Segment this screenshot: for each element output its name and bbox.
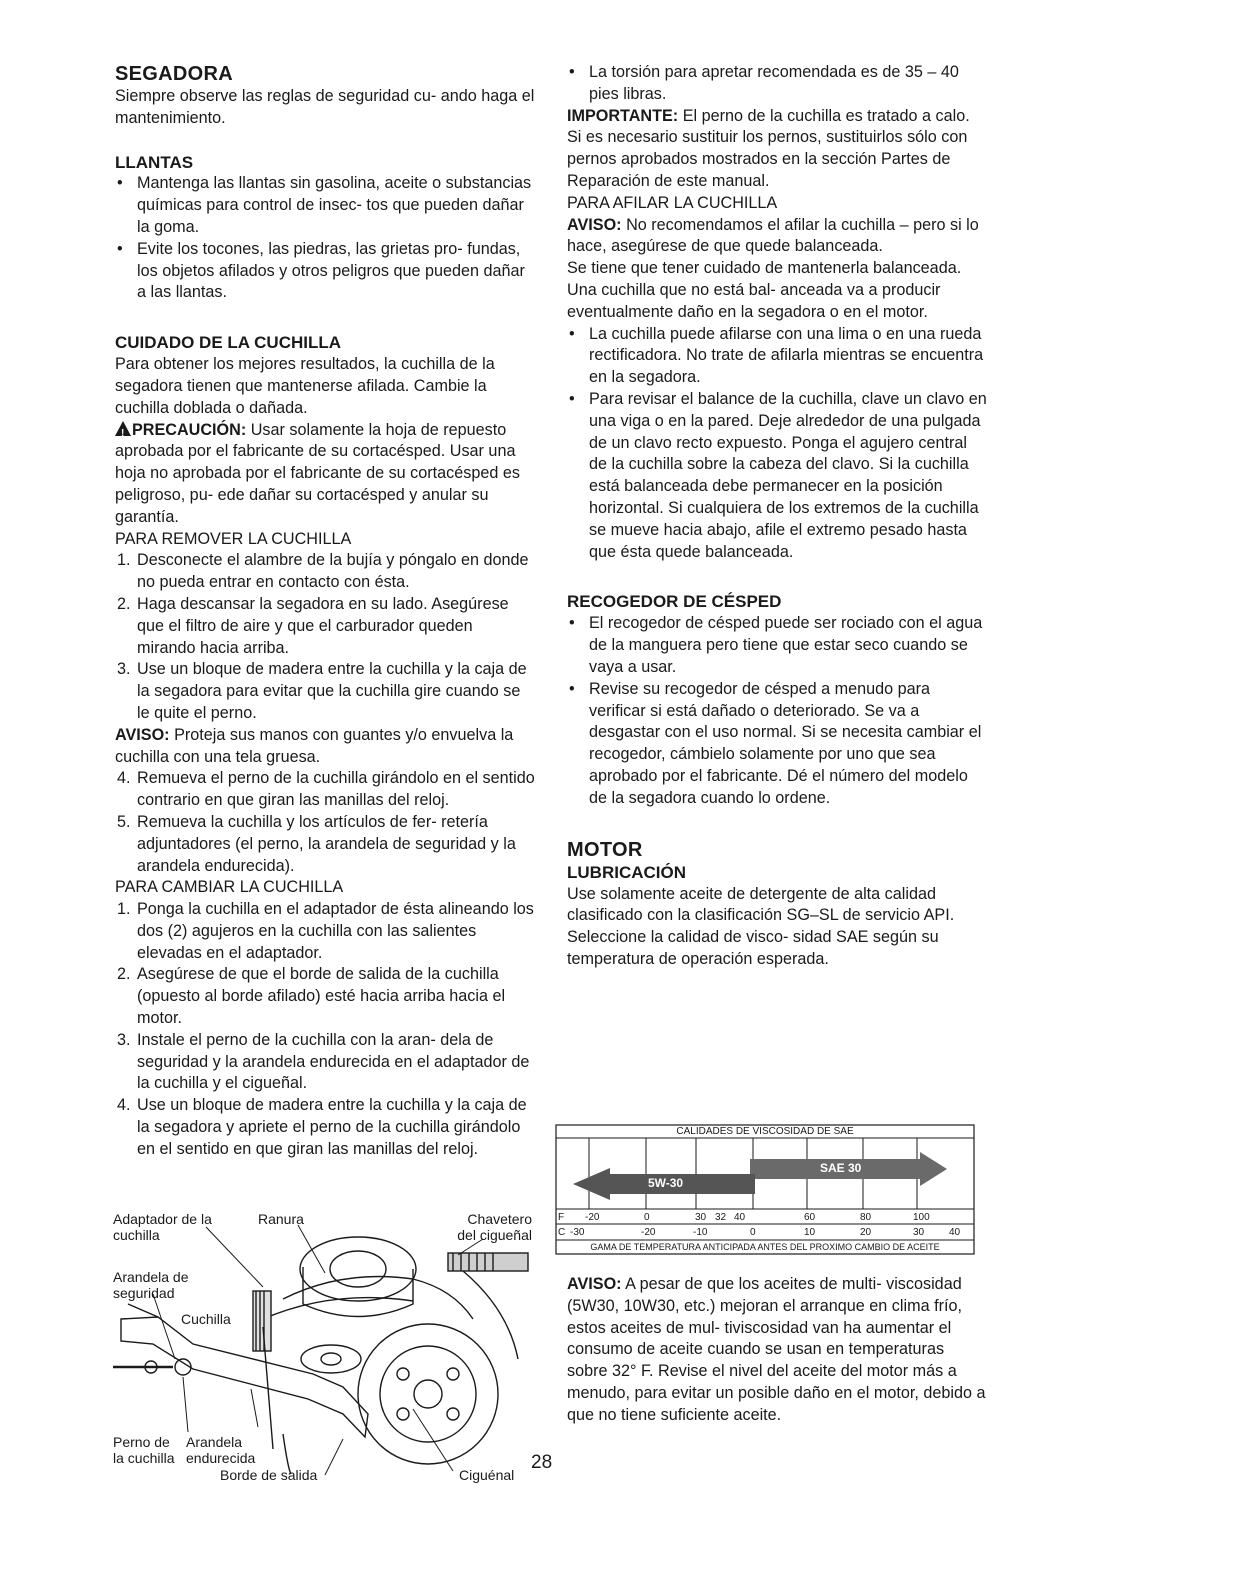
label-borde: Borde de salida	[220, 1467, 318, 1483]
list-item: 3. Instale el perno de la cuchilla con la aran- dela de seguridad y la arandela endurecida en el adaptador de la cuchilla y el cigueñal.	[117, 1030, 530, 1093]
aviso-paragraph	[567, 215, 987, 259]
lubricacion-text: Use solamente aceite de detergente de alta calidad clasificado con la clasificación SG–SL de servicio API. Seleccione la calidad de visco- sidad SAE según su temperatura de operación esperada.	[567, 884, 955, 968]
sae30-label: SAE 30	[820, 1161, 862, 1175]
c-tick: 40	[949, 1227, 961, 1238]
c-axis-label: C	[558, 1227, 566, 1238]
warning-icon	[115, 421, 131, 436]
list-item: 2. Haga descansar la segadora en su lado. Asegúrese que el filtro de aire y que el carburador queden mirando hacia arriba.	[117, 594, 509, 657]
importante-paragraph	[567, 106, 987, 193]
aviso2-paragraph	[567, 1274, 987, 1427]
aviso2-text: A pesar de que los aceites de multi- viscosidad (5W30, 10W30, etc.) mejoran el arranque en clima frío, estos aceites de mul- tiviscosidad van ha aumentar el consumo de aceite cuando se usan en temperaturas sobre 32° F. Revise el nivel del aceite del motor más a menudo, para evitar un posible daño en el motor, debido a que no tiene suficiente aceite.	[567, 1275, 986, 1424]
caution-label: PRECAUCIÓN:	[132, 420, 247, 439]
cuchilla-heading: CUIDADO DE LA CUCHILLA	[115, 333, 342, 353]
aviso-label: AVISO:	[567, 215, 622, 234]
f-axis-label: F	[558, 1212, 565, 1223]
list-item: 1. Desconecte el alambre de la bujía y póngalo en donde no pueda entrar en contacto con ésta.	[117, 551, 529, 592]
list-item: 4. Use un bloque de madera entre la cuchilla y la caja de la segadora y apriete el perno de la cuchilla girándolo en el sentido en que giran las manillas del reloj.	[117, 1096, 527, 1158]
f-tick: 30	[695, 1212, 707, 1223]
list-item: • Evite los tocones, las piedras, las grietas pro- fundas, los objetos afilados y otros peligros que pueden dañar a las llantas.	[117, 239, 525, 302]
motor-heading: MOTOR	[567, 838, 643, 861]
torsion-list	[567, 62, 987, 106]
label-arandela-seguridad: Arandela de seguridad	[113, 1269, 189, 1301]
page-number: 28	[531, 1452, 553, 1473]
importante-text: El perno de la cuchilla es tratado a calo. Si es necesario sustituir los pernos, sustituirlos sólo con pernos aprobados mostrados en la sección Partes de Reparación de este manual.	[567, 106, 970, 190]
label-adaptador: Adaptador de la cuchilla	[113, 1211, 212, 1243]
segadora-heading: SEGADORA	[115, 63, 233, 85]
recogedor-heading: RECOGEDOR DE CÉSPED	[567, 592, 782, 612]
f-tick: 0	[644, 1212, 650, 1223]
chart-title: CALIDADES DE VISCOSIDAD DE SAE	[676, 1126, 854, 1137]
list-item: 1. Ponga la cuchilla en el adaptador de ésta alineando los dos (2) agujeros en la cuchilla con las salientes elevadas en el adaptador.	[117, 900, 534, 962]
f-tick: 100	[913, 1212, 930, 1223]
label-cuchilla: Cuchilla	[181, 1311, 231, 1327]
label-ciguenal: Ciguénal	[459, 1467, 515, 1483]
list-item: 4. Remueva el perno de la cuchilla girándolo en el sentido contrario en que giran las manillas del reloj.	[117, 769, 535, 810]
c-tick: 10	[804, 1227, 816, 1238]
llantas-list	[115, 173, 535, 304]
f-tick: 40	[734, 1212, 746, 1223]
f-tick: 60	[804, 1212, 816, 1223]
blade-assembly-diagram	[113, 1209, 533, 1484]
c-tick: -20	[641, 1227, 656, 1238]
caution-paragraph	[115, 420, 535, 529]
left-column	[115, 62, 535, 1161]
label-chavetero: Chavetero del cigueñal	[457, 1211, 532, 1243]
c-tick: 20	[860, 1227, 872, 1238]
label-ranura: Ranura	[258, 1211, 304, 1227]
f-tick: 32	[715, 1212, 727, 1223]
list-item: • Mantenga las llantas sin gasolina, aceite o substancias químicas para control de insec- tos que pueden dañar la goma.	[117, 174, 532, 236]
chart-footer: GAMA DE TEMPERATURA ANTICIPADA ANTES DEL PROXIMO CAMBIO DE ACEITE	[590, 1242, 940, 1252]
aviso-text: No recomendamos el afilar la cuchilla – pero si lo hace, asegúrese de que quede balanceada.	[567, 215, 979, 256]
change-heading: PARA CAMBIAR LA CUCHILLA	[115, 878, 344, 897]
list-item: • La cuchilla puede afilarse con una lima o en una rueda rectificadora. No trate de afilarla mientras se encuentra en la segadora.	[569, 324, 984, 387]
llantas-heading: LLANTAS	[115, 152, 194, 172]
recogedor-list	[567, 613, 987, 809]
caution-text: Usar solamente la hoja de repuesto aprobada por el fabricante de su cortacésped. Usar una hoja no aprobada por el fabricante de su cortacésped es peligroso, pu- ede dañar su cortacésped y anular su garantía.	[115, 420, 520, 526]
viscosity-chart	[555, 1124, 975, 1255]
change-steps	[115, 899, 535, 1161]
list-item: 2. Asegúrese de que el borde de salida de la cuchilla (opuesto al borde afilado) esté hacia arriba hacia el motor.	[117, 965, 506, 1028]
list-item: • Para revisar el balance de la cuchilla, clave un clavo en una viga o en la pared. Deje alrededor de una pulgada de un clavo recto expuesto. Ponga el agujero central de la cuchilla sobre la cabeza del clavo. Si la cuchilla está balanceada debe permanecer en la posición horizontal. Si cualquiera de los extremos de la cuchilla se mueve hacia abajo, afile el extremo pesado hasta que ésta quede balanceada.	[569, 389, 987, 561]
segadora-text: Siempre observe las reglas de seguridad cu- ando haga el mantenimiento.	[115, 87, 535, 127]
aviso2-block	[567, 1274, 987, 1427]
remove-heading: PARA REMOVER LA CUCHILLA	[115, 529, 352, 548]
remove-steps-a	[115, 550, 535, 724]
aviso-paragraph	[115, 725, 535, 769]
importante-label: IMPORTANTE:	[567, 106, 679, 125]
aviso-label: AVISO:	[115, 725, 170, 744]
list-item: • El recogedor de césped puede ser rociado con el agua de la manguera pero tiene que estar seco cuando se vaya a usar.	[569, 614, 983, 676]
c-tick: -10	[693, 1227, 708, 1238]
aviso-text: Proteja sus manos con guantes y/o envuelva la cuchilla con una tela gruesa.	[115, 725, 514, 766]
5w30-label: 5W-30	[648, 1176, 684, 1190]
list-item: • La torsión para apretar recomendada es de 35 – 40 pies libras.	[569, 63, 959, 103]
list-item: 3. Use un bloque de madera entre la cuchilla y la caja de la segadora para evitar que la cuchilla gire cuando se le quite el perno.	[117, 660, 527, 722]
f-tick: 80	[860, 1212, 872, 1223]
list-item: 5. Remueva la cuchilla y los artículos de fer- retería adjuntadores (el perno, la arandela de seguridad y la arandela endurecida).	[117, 812, 516, 875]
cuchilla-intro: Para obtener los mejores resultados, la cuchilla de la segadora tienen que mantenerse afilada. Cambie la cuchilla doblada o dañada.	[115, 355, 495, 417]
lubricacion-heading: LUBRICACIÓN	[567, 862, 686, 882]
remove-steps-b	[115, 768, 535, 877]
afilar-list	[567, 324, 987, 564]
list-item: • Revise su recogedor de césped a menudo para verificar si está dañado o deteriorado. Se va a desgastar con el uso normal. Si se necesita cambiar el recogedor, cámbielo solamente por uno que sea aprobado por el fabricante. Dé el número del modelo de la segadora cuando lo ordene.	[569, 679, 982, 807]
label-arandela-endurecida: Arandela endurecida	[186, 1434, 256, 1466]
c-tick: -30	[570, 1227, 585, 1238]
c-tick: 30	[913, 1227, 925, 1238]
right-column	[567, 62, 987, 971]
c-tick: 0	[750, 1227, 756, 1238]
f-tick: -20	[585, 1212, 600, 1223]
viscosity-chart-graphic	[555, 1124, 975, 1255]
balance-text: Se tiene que tener cuidado de mantenerla balanceada. Una cuchilla que no está bal- anceada va a producir eventualmente daño en la segadora o en el motor.	[567, 259, 962, 321]
label-perno: Perno de la cuchilla	[113, 1434, 175, 1466]
aviso2-label: AVISO:	[567, 1275, 622, 1293]
afilar-heading: PARA AFILAR LA CUCHILLA	[567, 193, 778, 212]
